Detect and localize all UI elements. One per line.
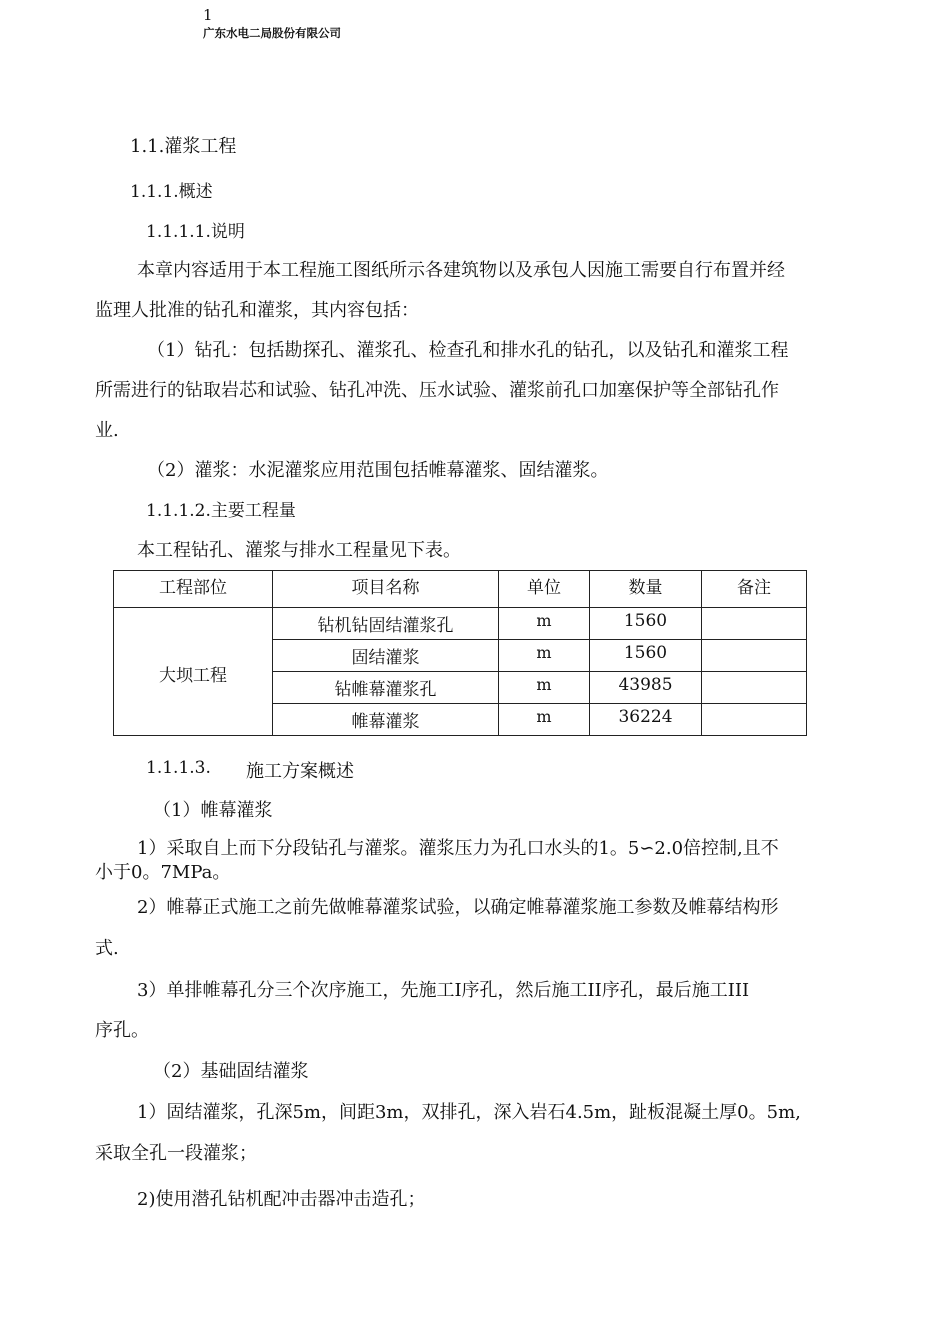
section-heading-1-1-1: 1.1.1.概述: [130, 182, 213, 202]
section-heading-1-1-1-1: 1.1.1.1.说明: [146, 222, 245, 242]
table-header-cell: 备注: [702, 571, 807, 608]
table-cell-unit: m: [499, 640, 590, 672]
curtain-item-2-line-2: 式.: [95, 938, 119, 959]
table-cell-name: 帷幕灌浆: [273, 704, 499, 736]
table-cell-note: [702, 704, 807, 736]
table-cell-qty: 43985: [590, 672, 702, 704]
table-cell-unit: m: [499, 672, 590, 704]
table-cell-qty: 36224: [590, 704, 702, 736]
table-cell-unit: m: [499, 608, 590, 640]
table-cell-name: 固结灌浆: [273, 640, 499, 672]
table-cell-note: [702, 672, 807, 704]
curtain-grouting-title: （1）帷幕灌浆: [153, 800, 273, 821]
table-header-row: [114, 571, 807, 608]
intro-line-1: 本章内容适用于本工程施工图纸所示各建筑物以及承包人因施工需要自行布置并经: [137, 260, 785, 281]
section-heading-1-1-1-3-title: 施工方案概述: [246, 761, 354, 782]
section-heading-1-1-1-3-number: 1.1.1.3.: [146, 758, 211, 778]
curtain-item-2-line-1: 2）帷幕正式施工之前先做帷幕灌浆试验，以确定帷幕灌浆施工参数及帷幕结构形: [137, 897, 779, 918]
table-cell-unit: m: [499, 704, 590, 736]
table-cell-name: 钻帷幕灌浆孔: [273, 672, 499, 704]
table-header-cell: 数量: [590, 571, 702, 608]
table-header-cell: 工程部位: [114, 571, 273, 608]
quantity-intro: 本工程钻孔、灌浆与排水工程量见下表。: [137, 540, 461, 561]
curtain-item-3-line-2: 序孔。: [95, 1020, 149, 1041]
consolidation-item-2: 2)使用潜孔钻机配冲击器冲击造孔；: [137, 1189, 426, 1210]
table-row: [114, 608, 807, 640]
table-cell-qty: 1560: [590, 608, 702, 640]
section-heading-1-1: 1.1.灌浆工程: [130, 136, 237, 157]
page-number: 1: [203, 6, 213, 24]
curtain-item-1-line-2: 小于0。7MPa。: [95, 862, 231, 883]
intro-line-2: 监理人批准的钻孔和灌浆，其内容包括：: [95, 300, 419, 321]
drilling-line-1: （1）钻孔：包括勘探孔、灌浆孔、检查孔和排水孔的钻孔，以及钻孔和灌浆工程: [147, 340, 789, 361]
drilling-line-2: 所需进行的钻取岩芯和试验、钻孔冲洗、压水试验、灌浆前孔口加塞保护等全部钻孔作: [95, 380, 779, 401]
table-cell-name: 钻机钻固结灌浆孔: [273, 608, 499, 640]
company-name: 广东水电二局股份有限公司: [203, 26, 341, 40]
consolidation-item-1-line-2: 采取全孔一段灌浆；: [95, 1143, 257, 1164]
table-group-cell: 大坝工程: [114, 608, 273, 736]
table-header-cell: 项目名称: [273, 571, 499, 608]
section-heading-1-1-1-2: 1.1.1.2.主要工程量: [146, 501, 296, 521]
table-cell-note: [702, 640, 807, 672]
curtain-item-1-line-1: 1）采取自上而下分段钻孔与灌浆。灌浆压力为孔口水头的1。5∽2.0倍控制,且不: [137, 838, 779, 859]
table-cell-note: [702, 608, 807, 640]
quantity-table: [113, 570, 807, 736]
table-cell-qty: 1560: [590, 640, 702, 672]
table-header-cell: 单位: [499, 571, 590, 608]
drilling-line-3: 业.: [95, 420, 119, 441]
consolidation-item-1-line-1: 1）固结灌浆，孔深5m，间距3m，双排孔，深入岩石4.5m，趾板混凝土厚0。5m,: [137, 1102, 801, 1123]
consolidation-grouting-title: （2）基础固结灌浆: [153, 1061, 309, 1082]
grouting-line: （2）灌浆：水泥灌浆应用范围包括帷幕灌浆、固结灌浆。: [147, 460, 609, 481]
curtain-item-3-line-1: 3）单排帷幕孔分三个次序施工，先施工I序孔，然后施工II序孔，最后施工III: [137, 980, 750, 1001]
